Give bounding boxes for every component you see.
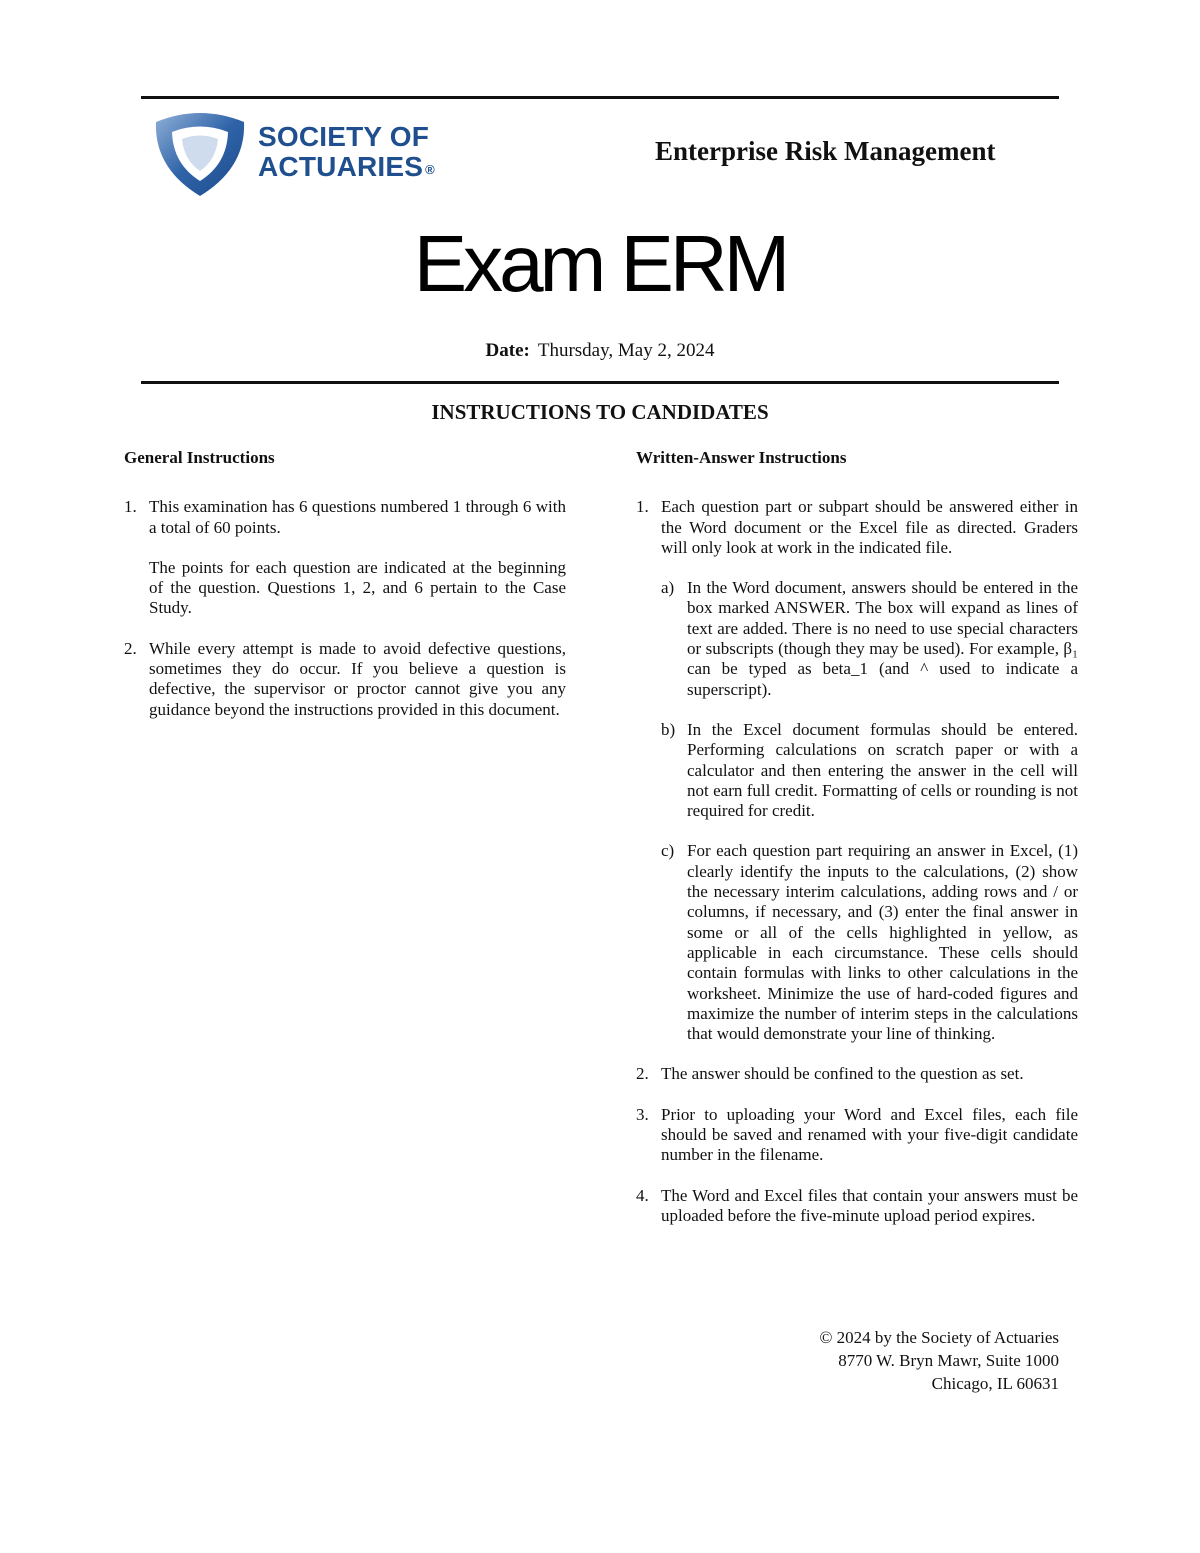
item-number: 2. bbox=[636, 1064, 649, 1084]
copyright-footer bbox=[819, 1326, 1059, 1395]
general-item-1 bbox=[124, 497, 566, 618]
written-item-4 bbox=[636, 1186, 1078, 1227]
item-paragraph: Each question part or subpart should be answered either in the Word document or the Excel file as directed. Graders will only look at work in the indicated file. bbox=[661, 497, 1078, 557]
item-number: 1. bbox=[124, 497, 137, 517]
sub-item-text: In the Word document, answers should be entered in the box marked ANSWER. The box will expand as lines of text are added. There is no need to use special characters or subscripts (though they may be used). For example, β₁ can be typed as beta_1 (and ^ used to indicate a superscript). bbox=[687, 578, 1078, 699]
written-item-1 bbox=[636, 497, 1078, 1044]
instructions-heading: INSTRUCTIONS TO CANDIDATES bbox=[431, 400, 769, 424]
item-paragraph: This examination has 6 questions numbered 1 through 6 with a total of 60 points. bbox=[149, 497, 566, 537]
divider-rule bbox=[141, 381, 1059, 384]
item-number: 1. bbox=[636, 497, 649, 517]
written-answer-column bbox=[636, 448, 1078, 1246]
sub-item-label: a) bbox=[661, 578, 675, 598]
item-paragraph: While every attempt is made to avoid defective questions, sometimes they do occur. If you believe a question is defective, the supervisor or proctor cannot give you any guidance beyond the instructions provided in this document. bbox=[149, 638, 566, 719]
exam-date bbox=[0, 340, 1200, 362]
sub-item-c bbox=[661, 841, 1078, 1044]
sub-item-text: In the Excel document formulas should be entered. Performing calculations on scratch paper or with a calculator and then entering the answer in the cell will not earn full credit. Formatting of cells or rounding is not required for credit. bbox=[687, 719, 1078, 821]
address-line-2: Chicago, IL 60631 bbox=[931, 1374, 1059, 1393]
sub-item-label: c) bbox=[661, 841, 675, 861]
logo-text-line2: ACTUARIES ® bbox=[258, 151, 435, 182]
exam-title: Exam ERM bbox=[413, 219, 787, 308]
logo-text-line1: SOCIETY OF bbox=[258, 121, 430, 152]
item-paragraph: The points for each question are indicated at the beginning of the question. Questions 1, 2, and 6 pertain to the Case Study. bbox=[149, 557, 566, 618]
written-answer-heading: Written-Answer Instructions bbox=[636, 448, 847, 467]
general-instructions-heading: General Instructions bbox=[124, 448, 275, 467]
general-instructions-column bbox=[124, 448, 566, 740]
item-paragraph: The answer should be confined to the question as set. bbox=[661, 1064, 1024, 1084]
soa-logo bbox=[152, 108, 452, 200]
general-item-2 bbox=[124, 639, 566, 720]
registered-mark: ® bbox=[425, 162, 435, 177]
item-number: 4. bbox=[636, 1185, 649, 1205]
sub-item-a bbox=[661, 578, 1078, 700]
top-rule bbox=[141, 96, 1059, 99]
date-value: Thursday, May 2, 2024 bbox=[537, 340, 715, 361]
address-line-1: 8770 W. Bryn Mawr, Suite 1000 bbox=[838, 1351, 1059, 1370]
written-item-3 bbox=[636, 1105, 1078, 1166]
item-paragraph: Prior to uploading your Word and Excel files, each file should be saved and renamed with your five-digit candidate number in the filename. bbox=[661, 1104, 1078, 1165]
sub-item-text: For each question part requiring an answer in Excel, (1) clearly identify the inputs to the calculations, (2) show the necessary interim calculations, adding rows and / or columns, if necessary, and (3) enter the final answer in some or all of the cells highlighted in yellow, as applicable in each circumstance. These cells should contain formulas with links to other calculations in the worksheet. Minimize the use of hard-coded figures and maximize the number of interim steps in the calculations that would demonstrate your line of thinking. bbox=[687, 841, 1078, 1044]
item-paragraph: The Word and Excel files that contain your answers must be uploaded before the five-minute upload period expires. bbox=[661, 1185, 1078, 1225]
exam-subject: Enterprise Risk Management bbox=[655, 136, 996, 166]
item-number: 2. bbox=[124, 638, 137, 658]
written-item-2 bbox=[636, 1064, 1078, 1084]
date-label: Date: bbox=[485, 340, 530, 361]
sub-item-label: b) bbox=[661, 719, 676, 739]
sub-item-b bbox=[661, 720, 1078, 821]
shield-logo-icon bbox=[152, 108, 248, 198]
copyright-line: © 2024 by the Society of Actuaries bbox=[819, 1328, 1059, 1347]
item-number: 3. bbox=[636, 1104, 649, 1124]
